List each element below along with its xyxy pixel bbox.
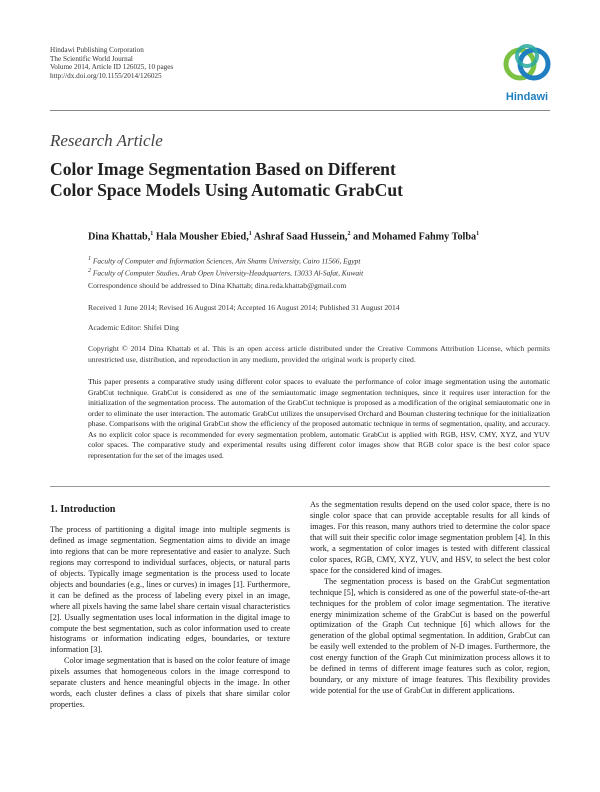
- paper-title: [50, 159, 470, 201]
- publisher: Hindawi Publishing Corporation: [50, 46, 144, 54]
- journal-header: [50, 46, 173, 80]
- section-heading: 1. Introduction: [50, 504, 116, 515]
- author-list: [88, 231, 479, 242]
- hindawi-logo: [487, 40, 567, 106]
- affiliation-text: Faculty of Computer Studies, Arab Open University-Headquarters, 13033 Al-Safat, Kuwait: [91, 268, 364, 278]
- author-name: and Mohamed Fahmy Tolba: [350, 231, 477, 243]
- paragraph: The process of partitioning a digital image into multiple segments is defined as image segmentation. Segmentation aims to divide an image into regions that can be more representative and easier to analyze. Such regions may correspond to individual surfaces, objects, or natural parts of objects. Typically image segmentation is the process used to locate objects and boundaries (e.g., lines or curves) in images [1]. Furthermore, it can be defined as the process of labeling every pixel in an image, where all pixels having the same label share certain visual characteristics [2]. Usually segmentation uses local information in the digital image to compute the best segmentation, such as color information used to create histograms or information indicating edges, boundaries, or texture information [3].: [50, 524, 290, 655]
- article-type: Research Article: [50, 131, 163, 150]
- hindawi-logo-icon: [487, 40, 567, 92]
- copyright-notice: Copyright © 2014 Dina Khattab et al. This is an open access article distributed under the Creative Commons Attribution License, which permits unrestricted use, distribution, and reproduction in any medium, provided the original work is properly cited.: [88, 344, 550, 364]
- volume-info: Volume 2014, Article ID 126025, 10 pages: [50, 63, 174, 72]
- correspondence: Correspondence should be addressed to Dina Khattab; dina.reda.khattab@gmail.com: [88, 281, 347, 290]
- affiliation-item: [88, 266, 363, 278]
- author-affiliation-mark: 1: [150, 231, 154, 237]
- paragraph: The segmentation process is based on the GrabCut segmentation technique [5], which is considered as one of the powerful state-of-the-art techniques for the problem of color image segmentation. The iterative energy minimization scheme of the GrabCut is based on the powerful optimization of the Graph Cut technique [6] which allows for the generation of the global optimal segmentation. In addition, GrabCut can be easily well extended to the problem of N-D images. Furthermore, the cost energy function of the Graph Cut minimization process allows it to be defined in terms of different image features such as color, region, boundary, or any mixture of image features. This flexibility provides wide potential for the use of GrabCut in different applications.: [310, 576, 550, 696]
- title-line-2: Color Space Models Using Automatic GrabCut: [50, 180, 404, 200]
- affiliation-number: 1: [88, 256, 91, 262]
- affiliation-text: Faculty of Computer and Information Sciences, Ain Shams University, Cairo 11566, Egypt: [91, 256, 361, 266]
- paragraph: Color image segmentation that is based on the color feature of image pixels assumes that homogeneous colors in the image correspond to separate clusters and hence meaningful objects in the image. In other words, each cluster defines a class of pixels that share similar color properties.: [50, 656, 290, 710]
- publication-dates: Received 1 June 2014; Revised 16 August 2014; Accepted 16 August 2014; Published 31 August 2014: [88, 303, 400, 312]
- body-column-right: [310, 500, 550, 697]
- academic-editor: Academic Editor: Shifei Ding: [88, 323, 179, 332]
- author-affiliation-mark: 1: [476, 231, 480, 237]
- author-name: Ashraf Saad Hussein,: [251, 231, 348, 243]
- title-line-1: Color Image Segmentation Based on Different: [50, 159, 396, 179]
- body-column-left: [50, 505, 290, 711]
- author-affiliation-mark: 1: [248, 231, 252, 237]
- author-affiliation-mark: 2: [347, 231, 351, 237]
- affiliations: [88, 254, 363, 279]
- logo-text: Hindawi: [505, 91, 549, 103]
- affiliation-item: [88, 254, 363, 266]
- journal-name: The Scientific World Journal: [50, 54, 133, 63]
- affiliation-number: 2: [88, 268, 91, 275]
- abstract: This paper presents a comparative study using different color spaces to evaluate the performance of color image segmentation using the automatic GrabCut technique. GrabCut is considered as one of the semiautomatic image segmentation techniques, since it requires user interaction for the initialization of the segmentation process. The automation of the GrabCut technique is proposed as a modification of the original semiautomatic one in order to eliminate the user interaction. The automatic GrabCut utilizes the unsupervised Orchard and Bouman clustering technique for the initialization phase. Comparisons with the original GrabCut show the efficiency of the proposed automatic technique in terms of segmentation, quality, and accuracy. As no explicit color space is recommended for every segmentation problem, automatic GrabCut is applied with RGB, HSV, CMY, XYZ, and YUV color spaces. The comparative study and experimental results using different color images show that RGB color space is the best color space representation for the set of the images used.: [88, 377, 550, 460]
- doi-link[interactable]: http://dx.doi.org/10.1155/2014/126025: [50, 71, 162, 80]
- author-name: Hala Mousher Ebied,: [153, 231, 249, 243]
- abstract-rule: [50, 486, 550, 487]
- author-name: Dina Khattab,: [88, 231, 151, 243]
- paragraph: As the segmentation results depend on the used color space, there is no single color space that can provide acceptable results for all kinds of images. For this reason, many authors tried to determine the color space that will suit their specific color image segmentation problem [4]. In this work, a segmentation of color images is tested with different classical color spaces, RGB, CMY, XYZ, YUV, and HSV, to select the best color space for the considered kind of images.: [310, 500, 550, 575]
- header-rule: [50, 110, 550, 111]
